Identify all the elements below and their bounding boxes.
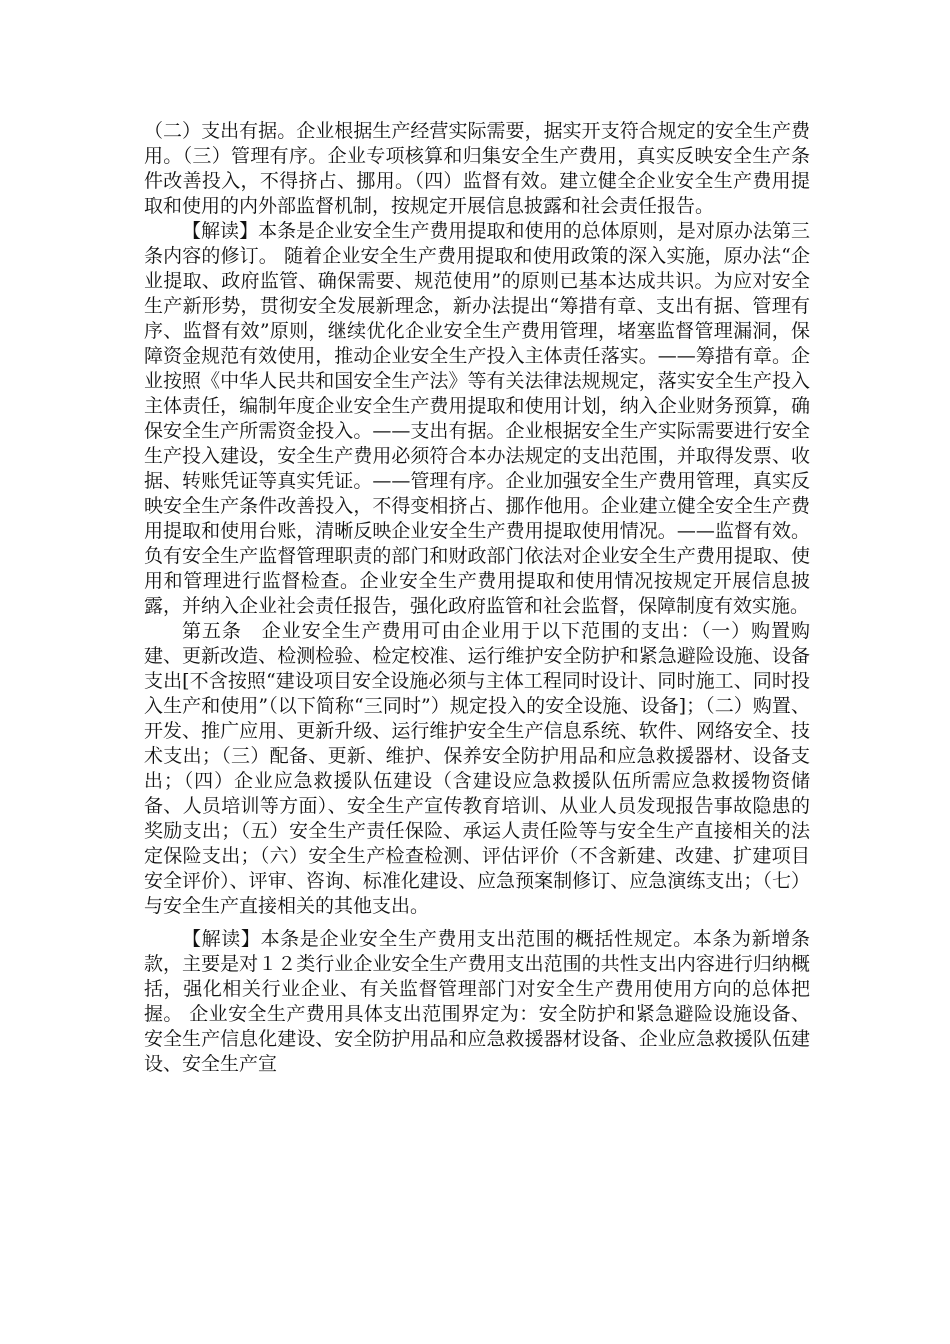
paragraph-interpretation-article-5: 【解读】本条是企业安全生产费用支出范围的概括性规定。本条为新增条款，主要是对１２类行业企业安全生产费用支出范围的共性支出内容进行归纳概括，强化相关行业企业、有关监督管理部门对安全生产费用使用方向的总体把握。 企业安全生产费用具体支出范围界定为：安全防护和紧急避险设施设备、安全生产信息化建设、安全防护用品和应急救援器材设备、企业应急救援队伍建设、安全生产宣 [144,928,810,1075]
paragraph-principles-continued: （二）支出有据。企业根据生产经营实际需要，据实开支符合规定的安全生产费用。（三）管理有序。企业专项核算和归集安全生产费用，真实反映安全生产条件改善投入，不得挤占、挪用。（四）监督有效。建立健全企业安全生产费用提取和使用的内外部监督机制，按规定开展信息披露和社会责任报告。 [144,120,810,217]
paragraph-interpretation-principles: 【解读】本条是企业安全生产费用提取和使用的总体原则，是对原办法第三条内容的修订。 随着企业安全生产费用提取和使用政策的深入实施，原办法“企业提取、政府监管、确保需要、规范使用”的原则已基本达成共识。为应对安全生产新形势，贯彻安全发展新理念，新办法提出“筹措有章、支出有据、管理有序、监督有效”原则，继续优化企业安全生产费用管理，堵塞监督管理漏洞，保障资金规范有效使用，推动企业安全生产投入主体责任落实。——筹措有章。企业按照《中华人民共和国安全生产法》等有关法律法规规定，落实安全生产投入主体责任，编制年度企业安全生产费用提取和使用计划，纳入企业财务预算，确保安全生产所需资金投入。——支出有据。企业根据安全生产实际需要进行安全生产投入建设，安全生产费用必须符合本办法规定的支出范围，并取得发票、收据、转账凭证等真实凭证。——管理有序。企业加强安全生产费用管理，真实反映安全生产条件改善投入，不得变相挤占、挪作他用。企业建立健全安全生产费用提取和使用台账，清晰反映企业安全生产费用提取使用情况。——监督有效。负有安全生产监督管理职责的部门和财政部门依法对企业安全生产费用提取、使用和管理进行监督检查。企业安全生产费用提取和使用情况按规定开展信息披露，并纳入企业社会责任报告，强化政府监管和社会监督，保障制度有效实施。 [144,220,810,617]
paragraph-article-5: 第五条 企业安全生产费用可由企业用于以下范围的支出：（一）购置购建、更新改造、检测检验、检定校准、运行维护安全防护和紧急避险设施、设备支出[不含按照“建设项目安全设施必须与主体工程同时设计、同时施工、同时投入生产和使用”（以下简称“三同时”）规定投入的安全设施、设备]；（二）购置、开发、推广应用、更新升级、运行维护安全生产信息系统、软件、网络安全、技术支出；（三）配备、更新、维护、保养安全防护用品和应急救援器材、设备支出；（四）企业应急救援队伍建设（含建设应急救援队伍所需应急救援物资储备、人员培训等方面）、安全生产宣传教育培训、从业人员发现报告事故隐患的奖励支出；（五）安全生产责任保险、承运人责任险等与安全生产直接相关的法定保险支出；（六）安全生产检查检测、评估评价（不含新建、改建、扩建项目安全评价）、评审、咨询、标准化建设、应急预案制修订、应急演练支出；（七）与安全生产直接相关的其他支出。 [144,620,810,917]
document-page [144,119,810,1077]
